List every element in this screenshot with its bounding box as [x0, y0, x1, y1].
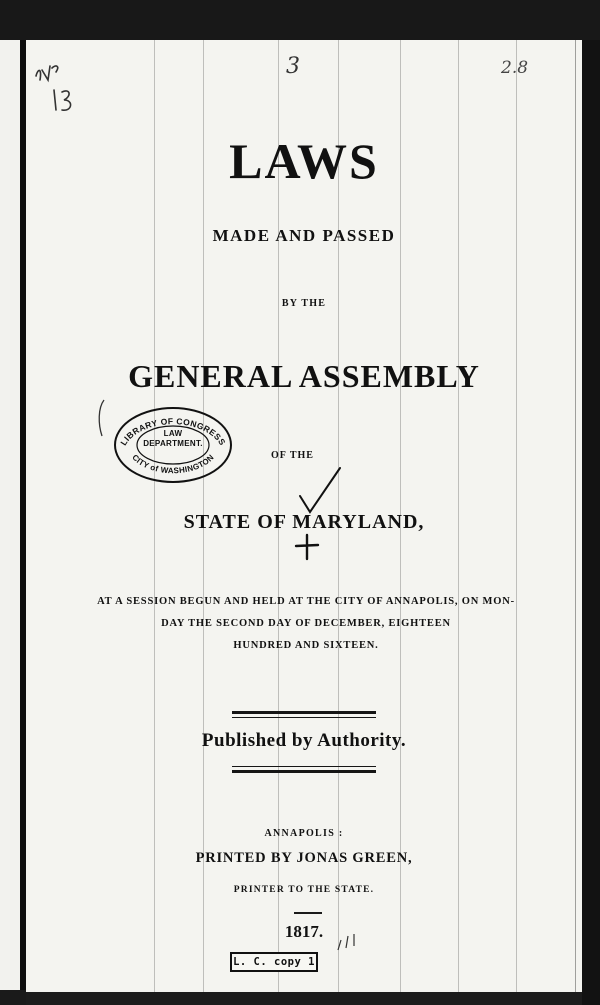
imprint-city: ANNAPOLIS :: [264, 828, 344, 839]
published-by-authority: Published by Authority.: [201, 730, 407, 751]
assembly-heading: GENERAL ASSEMBLY: [128, 358, 480, 394]
double-rule-bottom-thick: [232, 770, 376, 773]
imprint-year: 1817.: [284, 922, 324, 941]
scan-bottom-border: [26, 990, 582, 1005]
stamp-bottom-text: CITY of WASHINGTON: [130, 452, 216, 476]
lc-copy-label: L. C. copy 1: [230, 952, 318, 972]
handwritten-page-number: 3: [286, 54, 300, 79]
stamp-center-line: DEPARTMENT.: [143, 439, 203, 448]
session-line: HUNDRED AND SIXTEEN.: [233, 640, 379, 651]
session-statement: [56, 591, 556, 657]
library-of-congress-stamp: [112, 405, 234, 485]
double-rule-top-thin: [232, 717, 376, 718]
session-line: AT A SESSION BEGUN AND HELD AT THE CITY OF ANNAPOLIS, ON MON-: [97, 596, 515, 607]
double-rule-bottom-thin: [232, 766, 376, 767]
session-line: DAY THE SECOND DAY OF DECEMBER, EIGHTEEN: [161, 618, 451, 629]
adjacent-page-strip: [0, 40, 20, 990]
by-the-line: BY THE: [281, 298, 327, 309]
page-title: LAWS: [229, 133, 379, 189]
title-page: [26, 40, 582, 992]
handwritten-check-mark: [294, 466, 344, 516]
handwritten-shelfmark: [30, 60, 80, 120]
of-the-line: OF THE: [271, 450, 314, 461]
imprint-role: PRINTER TO THE STATE.: [233, 885, 375, 895]
handwritten-corner-mark: 2.8: [501, 58, 529, 78]
imprint-printer: PRINTED BY JONAS GREEN,: [195, 850, 413, 866]
subtitle: MADE AND PASSED: [212, 226, 396, 245]
stamp-center-text: [142, 429, 204, 449]
scan-right-border: [582, 40, 600, 1005]
handwritten-plus-mark: [292, 532, 322, 562]
double-rule-top-thick: [232, 711, 376, 714]
year-rule: [294, 912, 322, 914]
stamp-center-line: LAW: [163, 429, 183, 438]
pencil-tick-marks: [332, 930, 362, 958]
pencil-bracket-mark: [92, 398, 108, 438]
state-heading: STATE OF MARYLAND,: [183, 511, 425, 533]
scan-top-border: [0, 0, 600, 40]
stamp-arc-text: LIBRARY OF CONGRESS: [118, 416, 228, 448]
